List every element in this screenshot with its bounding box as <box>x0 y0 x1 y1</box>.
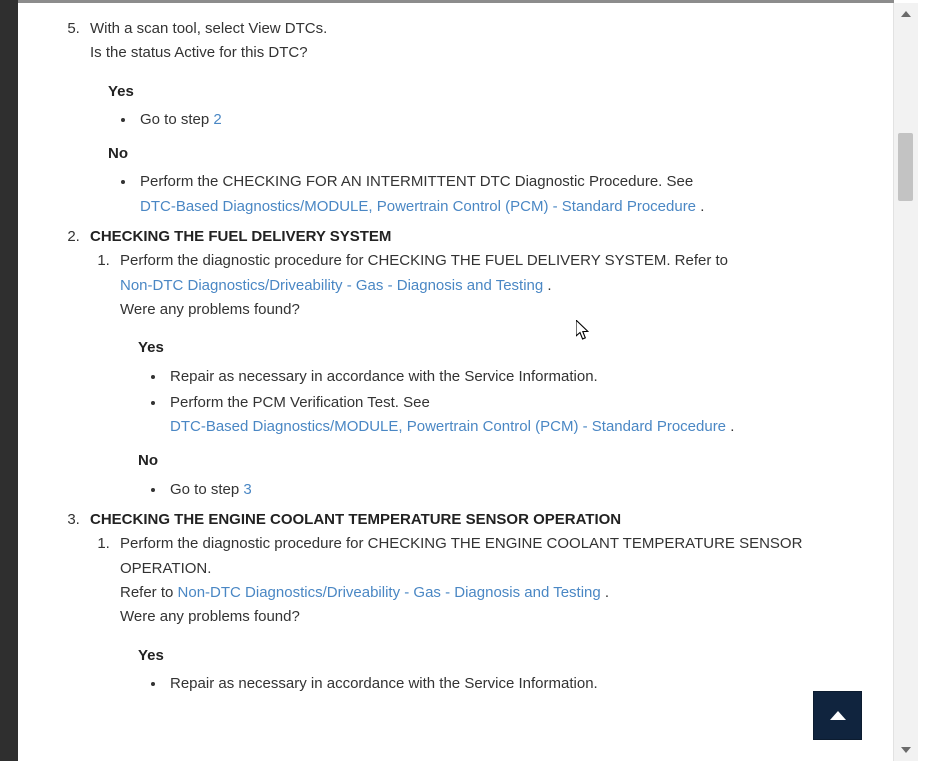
dtc-standard-procedure-link[interactable]: DTC-Based Diagnostics/MODULE, Powertrain Control (PCM) - Standard Procedure <box>170 418 727 436</box>
list-item <box>166 391 870 440</box>
scrollbar-thumb[interactable] <box>898 133 913 201</box>
list-item <box>136 170 870 219</box>
period: . <box>547 276 552 294</box>
pcm-verification-text: • Perform the PCM Verification Test. See <box>170 393 430 411</box>
fuel-delivery-text: 1. Perform the diagnostic procedure for CHECKING THE FUEL DELIVERY SYSTEM. Refer to <box>120 252 729 270</box>
step-3-substep-list <box>90 532 870 696</box>
dtc-standard-procedure-link[interactable]: DTC-Based Diagnostics/MODULE, Powertrain Control (PCM) - Standard Procedure <box>140 197 697 215</box>
step-3-yes-list <box>120 672 870 696</box>
step-3-substep-1 <box>114 532 870 696</box>
scroll-down-button[interactable] <box>894 739 918 761</box>
step-3-yes-label: Yes <box>138 646 164 664</box>
step-2-substep-1 <box>114 249 870 502</box>
step-5-line-1: 5. With a scan tool, select View DTCs. <box>90 20 328 37</box>
step-5-yes-list <box>90 108 870 132</box>
step-5-no-label: No <box>108 145 128 163</box>
refer-to-text: Refer to <box>120 583 178 601</box>
document-page <box>18 3 894 761</box>
procedure-step-list <box>58 17 870 696</box>
non-dtc-diagnostics-link[interactable]: Non-DTC Diagnostics/Driveability - Gas - Diagnosis and Testing <box>120 276 544 294</box>
chevron-up-icon <box>830 711 846 720</box>
back-to-top-button[interactable] <box>813 691 862 740</box>
step-2-no-list <box>120 478 870 502</box>
left-gutter <box>0 0 18 761</box>
non-dtc-diagnostics-link[interactable]: Non-DTC Diagnostics/Driveability - Gas - Diagnosis and Testing <box>177 583 601 601</box>
list-item <box>166 478 870 502</box>
procedure-step-3 <box>84 508 870 696</box>
right-edge-filler <box>918 0 939 761</box>
step-2-question: Were any problems found? <box>120 300 300 318</box>
goto-step-prefix: Go to step <box>170 480 244 498</box>
step-3-title: CHECKING THE ENGINE COOLANT TEMPERATURE SENSOR OPERATION <box>90 511 622 529</box>
step-2-yes-label: Yes <box>138 339 164 357</box>
document-content <box>18 3 894 696</box>
ect-sensor-text: 1. Perform the diagnostic procedure for CHECKING THE ENGINE COOLANT TEMPERATURE SENSOR OPERATION. <box>120 535 803 577</box>
step-2-yes-list <box>120 365 870 440</box>
goto-step-link[interactable]: 2 <box>213 110 222 128</box>
arrow-down-icon <box>901 747 911 753</box>
procedure-step-5 <box>84 17 870 219</box>
goto-step-link[interactable]: 3 <box>243 480 252 498</box>
procedure-step-2 <box>84 225 870 502</box>
intermittent-dtc-text: • Perform the CHECKING FOR AN INTERMITTENT DTC Diagnostic Procedure. See <box>140 173 694 191</box>
vertical-scrollbar[interactable] <box>893 3 918 761</box>
step-2-title: CHECKING THE FUEL DELIVERY SYSTEM <box>90 228 392 246</box>
list-item: • Repair as necessary in accordance with the Service Information. <box>166 672 870 696</box>
goto-step-prefix: Go to step <box>140 110 214 128</box>
list-item <box>136 108 870 132</box>
step-3-question: Were any problems found? <box>120 608 300 626</box>
period: . <box>700 197 705 215</box>
step-5-line-2: Is the status Active for this DTC? <box>90 44 308 62</box>
step-2-no-label: No <box>138 452 158 470</box>
scroll-up-button[interactable] <box>894 3 918 25</box>
list-item: • Repair as necessary in accordance with the Service Information. <box>166 365 870 389</box>
period: . <box>730 418 735 436</box>
period: . <box>604 583 610 601</box>
step-5-no-list <box>90 170 870 219</box>
step-5-yes-label: Yes <box>108 82 134 100</box>
step-2-substep-list <box>90 249 870 502</box>
arrow-up-icon <box>901 11 911 17</box>
